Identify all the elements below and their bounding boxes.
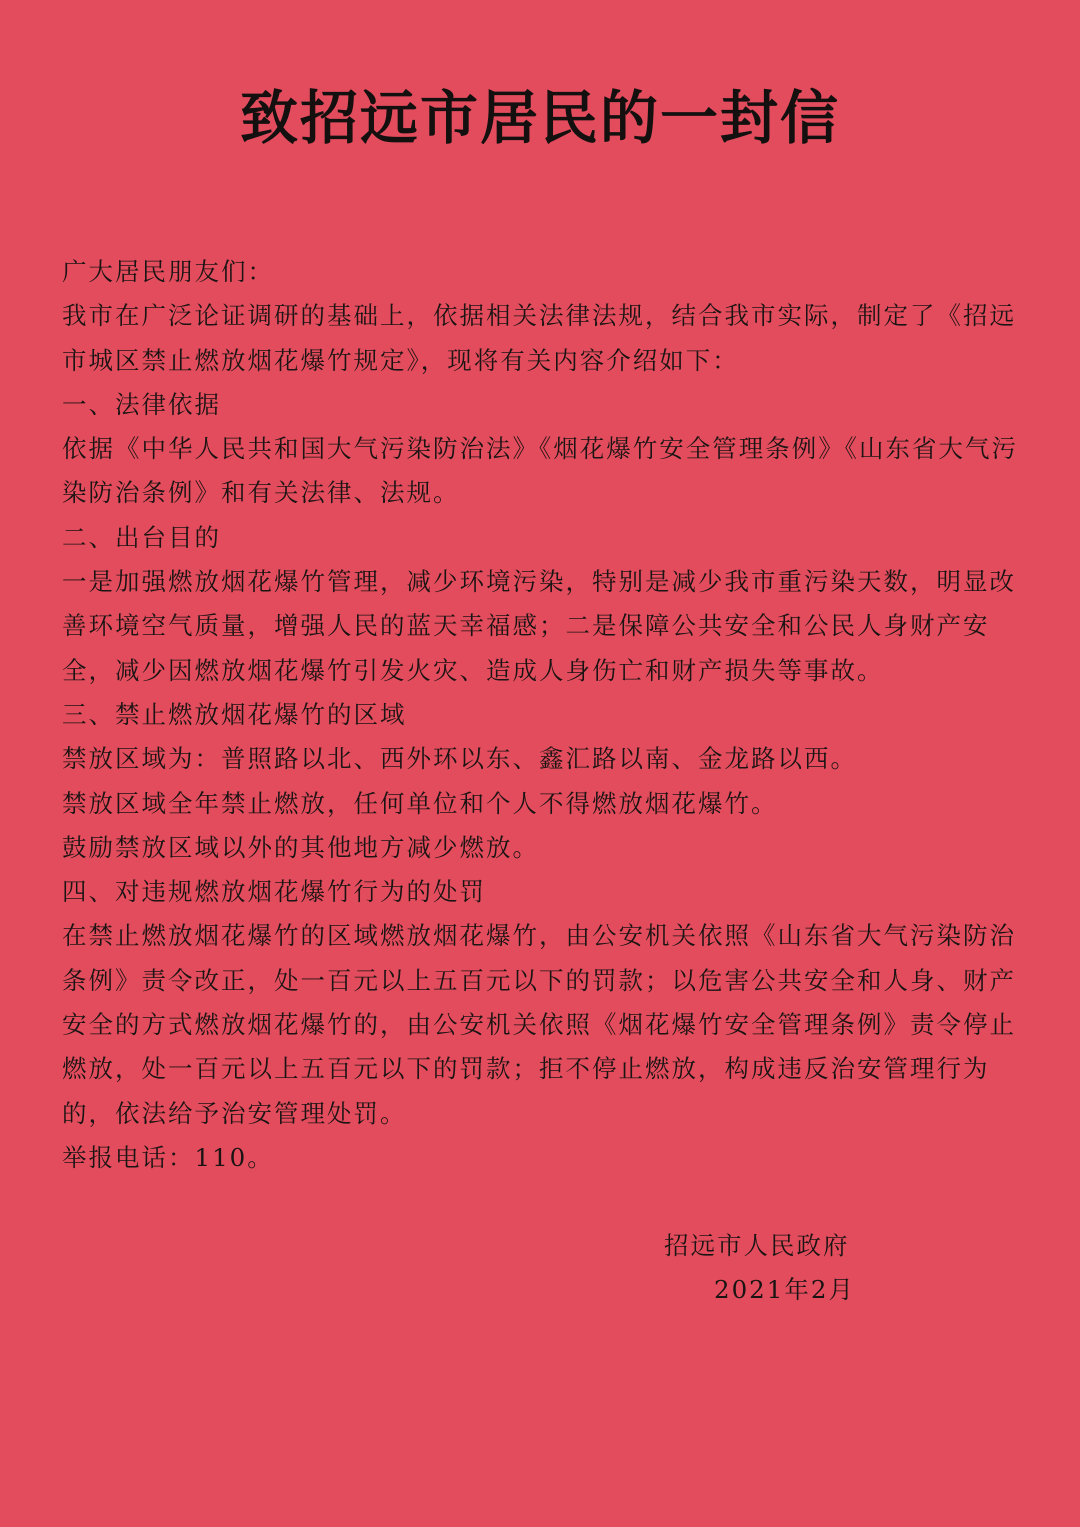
- prohibited-area-paragraph: 禁放区域为：普照路以北、西外环以东、鑫汇路以南、金龙路以西。: [62, 744, 857, 774]
- signature-organization: 招远市人民政府: [664, 1231, 850, 1260]
- prohibited-year-round-paragraph: 禁放区域全年禁止燃放，任何单位和个人不得燃放烟花爆竹。: [62, 788, 778, 818]
- salutation: 广大居民朋友们：: [62, 257, 274, 286]
- section-heading-penalties: 四、对违规燃放烟花爆竹行为的处罚: [62, 877, 486, 907]
- signature-block: [664, 1224, 964, 1312]
- report-phone: 举报电话：110。: [62, 1142, 274, 1172]
- section-heading-legal-basis: 一、法律依据: [62, 389, 221, 419]
- legal-basis-paragraph: 依据《中华人民共和国大气污染防治法》《烟花爆竹安全管理条例》《山东省大气污染防治条例》和有关法律、法规。: [62, 434, 1018, 508]
- section-heading-prohibited-area: 三、禁止燃放烟花爆竹的区域: [62, 699, 407, 729]
- penalties-paragraph: 在禁止燃放烟花爆竹的区域燃放烟花爆竹，由公安机关依照《山东省大气污染防治条例》责令改正，处一百元以上五百元以下的罚款；以危害公共安全和人身、财产安全的方式燃放烟花爆竹的，由公安机关依照《烟花爆竹安全管理条例》责令停止燃放，处一百元以上五百元以下的罚款；拒不停止燃放，构成违反治安管理行为的，依法给予治安管理处罚。: [62, 921, 1016, 1128]
- signature-date: 2021年2月: [714, 1275, 855, 1304]
- letter-body: [62, 250, 1032, 1180]
- encourage-reduce-paragraph: 鼓励禁放区域以外的其他地方减少燃放。: [62, 832, 539, 862]
- purpose-paragraph: 一是加强燃放烟花爆竹管理，减少环境污染，特别是减少我市重污染天数，明显改善环境空气质量，增强人民的蓝天幸福感；二是保障公共安全和公民人身财产安全，减少因燃放烟花爆竹引发火灾、造成人身伤亡和财产损失等事故。: [62, 567, 1016, 685]
- section-heading-purpose: 二、出台目的: [62, 522, 221, 552]
- letter-title: 致招远市居民的一封信: [239, 84, 840, 152]
- intro-paragraph: 我市在广泛论证调研的基础上，依据相关法律法规，结合我市实际，制定了《招远市城区禁止燃放烟花爆竹规定》，现将有关内容介绍如下：: [62, 301, 1016, 375]
